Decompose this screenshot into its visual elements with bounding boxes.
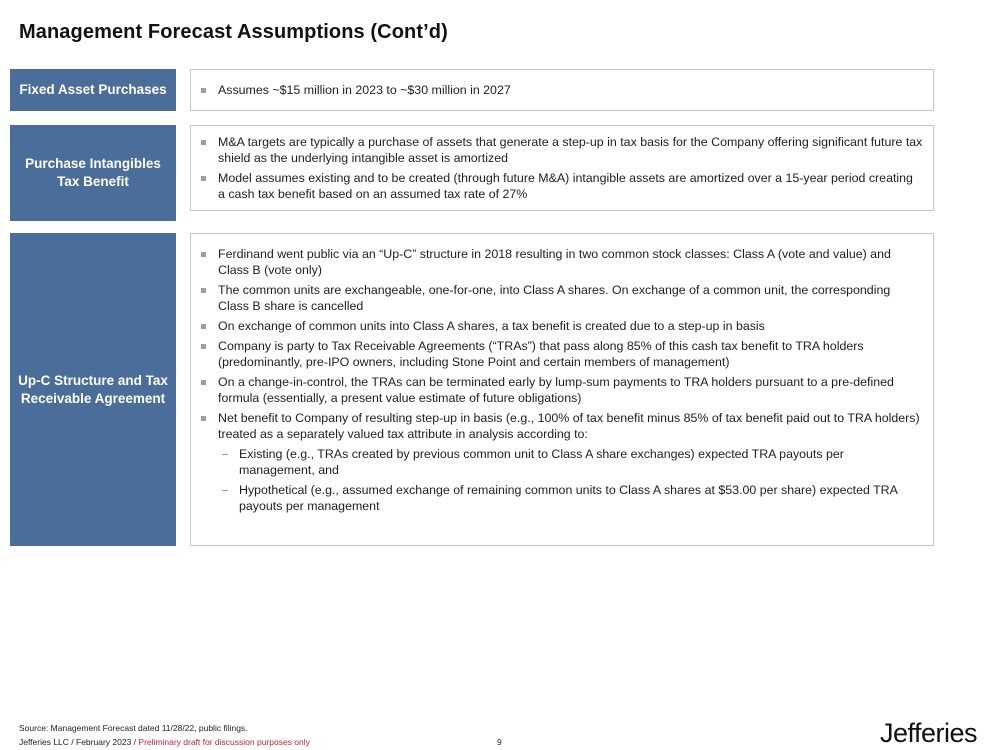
- bullet-list: [201, 82, 511, 98]
- bullet-item: The common units are exchangeable, one-for-one, into Class A shares. On exchange of a common unit, the corresponding Class B share is cancelled: [201, 282, 923, 314]
- section-label-purchase-intangibles: Purchase Intangibles Tax Benefit: [10, 125, 176, 221]
- bullet-item: M&A targets are typically a purchase of assets that generate a step-up in tax basis for the Company offering significant future tax shield as the underlying intangible asset is amortized: [201, 134, 923, 166]
- section-box-fixed-asset-purchases: [190, 69, 934, 111]
- section-box-up-c-structure: [190, 233, 934, 546]
- bullet-list: [201, 246, 923, 514]
- footer-company-date: Jefferies LLC / February 2023 /: [19, 737, 137, 747]
- bullet-item: Net benefit to Company of resulting step-up in basis (e.g., 100% of tax benefit minus 85% of tax benefit paid out to TRA holders) treated as a separately valued tax attribute in analysis according to:: [201, 410, 923, 442]
- section-box-purchase-intangibles: [190, 125, 934, 211]
- bullet-list: [201, 134, 923, 202]
- bullet-item: Model assumes existing and to be created (through future M&A) intangible assets are amortized over a 15-year period creating a cash tax benefit based on an assumed tax rate of 27%: [201, 170, 923, 202]
- sub-bullet-item: Hypothetical (e.g., assumed exchange of remaining common units to Class A shares at $53.00 per share) expected TRA payouts per management: [201, 482, 923, 514]
- section-label-up-c-structure: Up-C Structure and Tax Receivable Agreement: [10, 233, 176, 546]
- section-label-fixed-asset-purchases: Fixed Asset Purchases: [10, 69, 176, 111]
- page-number: 9: [497, 737, 502, 747]
- page-title: Management Forecast Assumptions (Cont’d): [19, 21, 448, 43]
- sub-bullet-item: Existing (e.g., TRAs created by previous common unit to Class A share exchanges) expected TRA payouts per management, and: [201, 446, 923, 478]
- jefferies-logo: Jefferies: [880, 718, 978, 748]
- footer-source: Source: Management Forecast dated 11/28/22, public filings.: [19, 723, 248, 733]
- bullet-item: Ferdinand went public via an “Up-C” structure in 2018 resulting in two common stock classes: Class A (vote and value) and Class B (vote only): [201, 246, 923, 278]
- footer-draft-note: Preliminary draft for discussion purposes only: [138, 737, 310, 747]
- bullet-item: On exchange of common units into Class A shares, a tax benefit is created due to a step-up in basis: [201, 318, 923, 334]
- bullet-item: Company is party to Tax Receivable Agreements (“TRAs”) that pass along 85% of this cash tax benefit to TRA holders (predominantly, pre-IPO owners, including Stone Point and certain members of management): [201, 338, 923, 370]
- footer-company-line: [19, 737, 310, 747]
- bullet-item: Assumes ~$15 million in 2023 to ~$30 million in 2027: [201, 82, 511, 98]
- bullet-item: On a change-in-control, the TRAs can be terminated early by lump-sum payments to TRA holders pursuant to a pre-defined formula (essentially, a present value estimate of future obligations): [201, 374, 923, 406]
